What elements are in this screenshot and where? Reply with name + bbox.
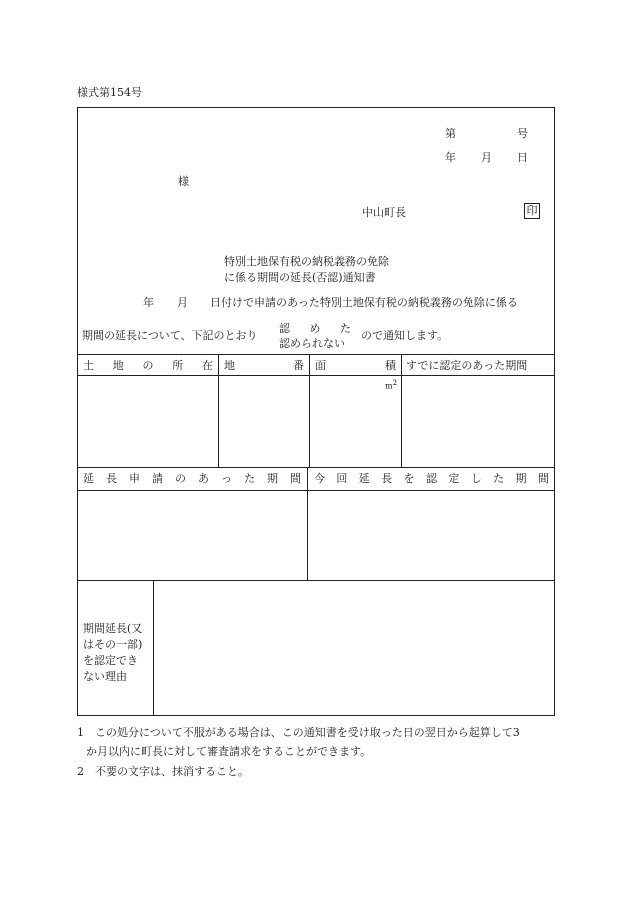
body-month: 月: [177, 296, 188, 309]
title-line-1: 特別土地保有税の納税義務の免除: [224, 255, 389, 268]
table1-top-rule: [77, 354, 555, 355]
table1-divider-3: [401, 354, 402, 467]
header-area: 面 積: [315, 359, 396, 372]
title-line-2: に係る期間の延長(否認)通知書: [224, 271, 376, 284]
note-1-line-1: この処分について不服がある場合は、この通知書を受け取った日の翌日から起算して3: [95, 726, 520, 739]
body-year: 年: [143, 296, 154, 309]
date-month: 月: [481, 151, 492, 164]
header-lot-number: 地 番: [224, 359, 304, 372]
note-1-number: 1: [77, 726, 84, 739]
reason-label: 期間延長(又 はその一部) を認定でき ない理由: [83, 622, 143, 683]
table2-divider: [307, 467, 308, 580]
table2-bottom-rule: [77, 580, 555, 581]
header-approved-period: すでに認定のあった期間: [406, 359, 528, 372]
reason-divider: [153, 580, 154, 716]
table1-header-rule: [77, 375, 555, 376]
note-1-line-2: か月以内に町長に対して審査請求をすることができます。: [86, 745, 372, 758]
addressee-sama: 様: [178, 175, 189, 188]
header-requested-period: 延 長 申 請 の あ っ た 期 間: [83, 472, 301, 485]
note-2-text: 不要の文字は、抹消すること。: [95, 765, 249, 778]
document-number-go: 号: [517, 127, 528, 140]
table1-bottom-rule: [77, 467, 555, 468]
date-year: 年: [445, 151, 456, 164]
not-approved-option: 認められない: [279, 337, 345, 350]
table1-divider-1: [218, 354, 219, 467]
table2-header-rule: [77, 490, 555, 491]
seal-mark: 印: [524, 203, 540, 219]
issuer-name: 中山町長: [362, 206, 406, 219]
date-day: 日: [517, 151, 528, 164]
header-extended-period: 今 回 延 長 を 認 定 し た 期 間: [314, 472, 549, 485]
document-number-dai: 第: [445, 127, 456, 140]
table1-divider-2: [309, 354, 310, 467]
body-line-2-start: 期間の延長について、下記のとおり: [82, 329, 258, 342]
form-frame: [77, 107, 555, 716]
header-location: 土 地 の 所 在: [83, 359, 213, 372]
approved-option: 認 め た: [279, 322, 351, 335]
form-number: 様式第154号: [77, 86, 142, 99]
note-2-number: 2: [77, 765, 84, 778]
area-unit: m2: [385, 379, 398, 391]
body-line-1: 日付けで申請のあった特別土地保有税の納税義務の免除に係る: [210, 296, 518, 309]
body-line-2-end: ので通知します。: [361, 329, 449, 342]
